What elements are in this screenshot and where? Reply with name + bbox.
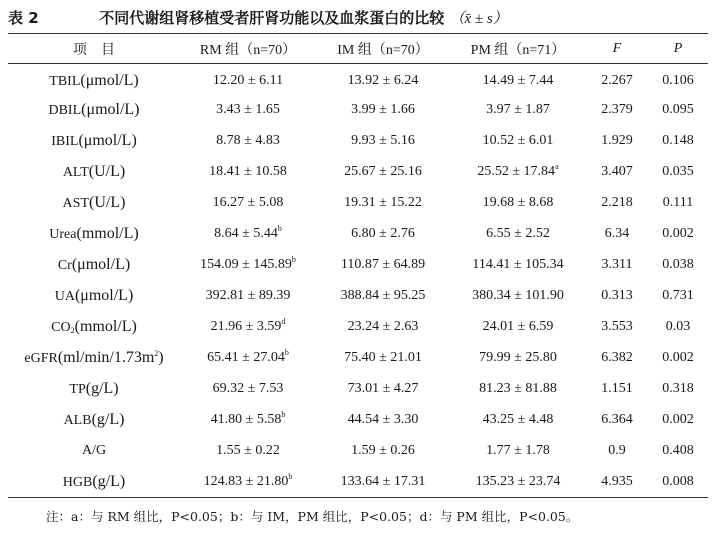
unit-text: (μmol/L) xyxy=(81,101,140,118)
pm-value xyxy=(450,374,586,405)
significance-mark: b xyxy=(281,410,286,419)
p-value: 0.106 xyxy=(662,73,694,89)
pm-value xyxy=(450,312,586,343)
im-value-text: 9.93 ± 5.16 xyxy=(351,133,415,148)
item-unit xyxy=(75,318,137,335)
rm-value-text: 124.83 ± 21.80 xyxy=(203,473,289,489)
f-value: 1.151 xyxy=(601,381,633,396)
item-label: TP xyxy=(69,382,86,397)
item-unit xyxy=(89,163,125,180)
row-item xyxy=(8,436,180,467)
item-unit xyxy=(78,132,136,149)
im-value-text: 23.24 ± 2.63 xyxy=(347,319,419,334)
p-value: 0.148 xyxy=(662,133,694,148)
rm-value-text: 21.96 ± 3.59 xyxy=(210,319,282,334)
item-label: ALT xyxy=(62,165,89,180)
rm-value-text: 41.80 ± 5.58 xyxy=(210,412,282,427)
p-value: 0.318 xyxy=(662,381,694,396)
p-value: 0.002 xyxy=(662,412,694,427)
significance-mark: d xyxy=(281,317,286,326)
im-value xyxy=(316,467,450,498)
f-value: 6.364 xyxy=(601,412,633,427)
im-value xyxy=(316,157,450,188)
significance-mark: b xyxy=(291,255,296,264)
header-rm-group: RM 组（n=70） xyxy=(180,34,316,64)
table-row xyxy=(8,64,708,95)
pm-value xyxy=(450,467,586,498)
significance-mark: a xyxy=(555,162,559,171)
table-row xyxy=(8,219,708,250)
pm-value xyxy=(450,95,586,126)
im-value-text: 73.01 ± 4.27 xyxy=(347,381,419,396)
item-label: HGB xyxy=(62,474,93,490)
unit-text: (ml/min/1.73m xyxy=(57,349,155,366)
f-value: 4.935 xyxy=(586,467,648,498)
table-row xyxy=(8,467,708,498)
pm-value-text: 3.97 ± 1.87 xyxy=(486,102,550,117)
im-value-text: 19.31 ± 15.22 xyxy=(344,195,422,210)
im-value xyxy=(316,374,450,405)
pm-value xyxy=(450,188,586,219)
table-row xyxy=(8,405,708,436)
im-value xyxy=(316,436,450,467)
table-row xyxy=(8,281,708,312)
item-subscript: 2 xyxy=(70,326,75,335)
im-value-text: 75.40 ± 21.01 xyxy=(344,350,422,365)
unit-text: (g/L) xyxy=(92,472,126,490)
rm-value xyxy=(180,64,316,95)
rm-value-text: 18.41 ± 10.58 xyxy=(209,164,287,179)
im-value-text: 25.67 ± 25.16 xyxy=(344,164,422,179)
pm-value xyxy=(450,343,586,374)
f-value: 3.311 xyxy=(601,257,633,272)
item-label: DBIL xyxy=(48,103,82,118)
item-unit xyxy=(86,380,119,397)
f-value: 0.313 xyxy=(601,288,633,303)
item-unit xyxy=(75,287,133,304)
p-value: 0.03 xyxy=(665,319,691,334)
f-value: 2.218 xyxy=(601,195,633,210)
table-row xyxy=(8,436,708,467)
unit-text: (g/L) xyxy=(85,380,119,397)
rm-value-text: 3.43 ± 1.65 xyxy=(216,102,280,117)
im-value-text: 110.87 ± 64.89 xyxy=(340,257,426,272)
table-row xyxy=(8,374,708,405)
rm-value-text: 69.32 ± 7.53 xyxy=(212,381,284,396)
pm-value-text: 43.25 ± 4.48 xyxy=(482,412,554,427)
f-value: 2.267 xyxy=(601,73,633,89)
p-value: 0.408 xyxy=(662,443,694,458)
significance-mark: b xyxy=(288,471,293,481)
item-unit xyxy=(58,349,164,366)
item-label: AST xyxy=(62,196,89,211)
table-row xyxy=(8,250,708,281)
pm-value-text: 24.01 ± 6.59 xyxy=(482,319,554,334)
unit-text: (μmol/L) xyxy=(74,287,134,304)
im-value-text: 13.92 ± 6.24 xyxy=(347,73,419,89)
unit-text: (μmol/L) xyxy=(80,72,139,90)
significance-mark: b xyxy=(277,224,282,233)
rm-value-text: 392.81 ± 89.39 xyxy=(205,288,291,303)
im-value xyxy=(316,281,450,312)
table-row xyxy=(8,126,708,157)
unit-end: ) xyxy=(158,349,164,366)
item-label: Urea xyxy=(49,227,77,242)
item-label: CO xyxy=(51,320,71,335)
item-label: Cr xyxy=(57,258,72,273)
row-item xyxy=(8,343,180,374)
im-value xyxy=(316,405,450,436)
header-f: F xyxy=(586,34,648,64)
item-label: eGFR xyxy=(24,351,58,366)
p-value: 0.095 xyxy=(662,102,694,117)
rm-value xyxy=(180,250,316,281)
unit-text: (μmol/L) xyxy=(78,132,137,149)
unit-text: (g/L) xyxy=(91,411,125,428)
row-item xyxy=(8,405,180,436)
im-value-text: 6.80 ± 2.76 xyxy=(351,226,415,241)
table-footnote: 注：a：与 RM 组比，P<0.05；b：与 IM，PM 组比，P<0.05；d：与 PM 组比，P<0.05。 xyxy=(46,509,579,524)
header-pm-group: PM 组（n=71） xyxy=(450,34,586,64)
item-unit xyxy=(89,194,125,211)
row-item xyxy=(8,64,180,95)
rm-value xyxy=(180,126,316,157)
unit-text: (mmol/L) xyxy=(76,225,139,242)
item-unit xyxy=(81,101,139,118)
unit-text: (μmol/L) xyxy=(71,256,131,273)
pm-value xyxy=(450,281,586,312)
item-label: A/G xyxy=(81,443,107,458)
item-unit xyxy=(72,256,130,273)
item-label: UA xyxy=(54,289,75,304)
f-value: 6.382 xyxy=(601,350,633,365)
rm-value xyxy=(180,157,316,188)
rm-value xyxy=(180,343,316,374)
p-value: 0.038 xyxy=(662,257,694,272)
im-value xyxy=(316,126,450,157)
pm-value xyxy=(450,405,586,436)
row-item xyxy=(8,374,180,405)
table-caption xyxy=(8,6,708,30)
header-p: P xyxy=(648,34,708,64)
row-item xyxy=(8,188,180,219)
im-value-text: 3.99 ± 1.66 xyxy=(351,102,415,117)
significance-mark: b xyxy=(284,348,289,357)
item-label: IBIL xyxy=(51,134,79,149)
table-row xyxy=(8,157,708,188)
im-value xyxy=(316,95,450,126)
row-item xyxy=(8,467,180,498)
row-item xyxy=(8,219,180,250)
pm-value xyxy=(450,64,586,95)
table-row xyxy=(8,343,708,374)
f-value: 3.407 xyxy=(601,164,633,179)
pm-value xyxy=(450,250,586,281)
rm-value xyxy=(180,281,316,312)
item-unit xyxy=(80,72,138,89)
im-value xyxy=(316,219,450,250)
rm-value-text: 1.55 ± 0.22 xyxy=(216,443,280,458)
im-value-text: 1.59 ± 0.26 xyxy=(351,443,415,458)
rm-value-text: 16.27 ± 5.08 xyxy=(212,195,284,210)
header-im-group: IM 组（n=70） xyxy=(316,34,450,64)
item-unit xyxy=(92,411,125,428)
f-value: 0.9 xyxy=(608,443,626,458)
pm-value-text: 1.77 ± 1.78 xyxy=(486,443,550,458)
rm-value xyxy=(180,312,316,343)
pm-value xyxy=(450,436,586,467)
rm-value-text: 8.78 ± 4.83 xyxy=(216,133,280,148)
header-row xyxy=(8,34,708,64)
im-value xyxy=(316,64,450,95)
im-value-text: 133.64 ± 17.31 xyxy=(340,473,426,489)
item-label: ALB xyxy=(63,413,92,428)
p-value: 0.111 xyxy=(662,195,694,210)
rm-value xyxy=(180,467,316,498)
pm-value-text: 6.55 ± 2.52 xyxy=(486,226,550,241)
im-value xyxy=(316,250,450,281)
pm-value-text: 380.34 ± 101.90 xyxy=(472,288,564,303)
unit-text: (mmol/L) xyxy=(74,318,137,335)
im-value-text: 388.84 ± 95.25 xyxy=(340,288,426,303)
rm-value xyxy=(180,219,316,250)
comparison-table xyxy=(8,33,708,498)
p-value: 0.002 xyxy=(662,226,694,241)
rm-value-text: 12.20 ± 6.11 xyxy=(212,73,284,89)
im-value xyxy=(316,312,450,343)
row-item xyxy=(8,250,180,281)
p-value: 0.731 xyxy=(662,288,694,303)
pm-value-text: 81.23 ± 81.88 xyxy=(479,381,557,396)
table-row xyxy=(8,188,708,219)
pm-value-text: 135.23 ± 23.74 xyxy=(475,473,561,489)
unit-superscript: 2 xyxy=(154,349,159,358)
row-item xyxy=(8,95,180,126)
p-value: 0.008 xyxy=(648,467,708,498)
pm-value-text: 79.99 ± 25.80 xyxy=(479,350,557,365)
pm-value xyxy=(450,126,586,157)
im-value-text: 44.54 ± 3.30 xyxy=(347,412,419,427)
f-value: 2.379 xyxy=(601,102,633,117)
p-value: 0.002 xyxy=(662,350,694,365)
header-item: 项 目 xyxy=(8,34,180,64)
item-unit xyxy=(92,473,125,490)
rm-value xyxy=(180,436,316,467)
pm-value-text: 14.49 ± 7.44 xyxy=(482,73,554,89)
unit-text: (U/L) xyxy=(88,163,126,180)
rm-value xyxy=(180,405,316,436)
im-value xyxy=(316,188,450,219)
table-stat-notation: （x̄ ± s） xyxy=(449,11,508,27)
im-value xyxy=(316,343,450,374)
row-item xyxy=(8,312,180,343)
row-item xyxy=(8,157,180,188)
table-body xyxy=(8,64,708,498)
pm-value xyxy=(450,157,586,188)
rm-value-text: 8.64 ± 5.44 xyxy=(214,226,278,241)
f-value: 6.34 xyxy=(604,226,630,241)
p-value: 0.035 xyxy=(662,164,694,179)
f-value: 3.553 xyxy=(601,319,633,334)
rm-value-text: 65.41 ± 27.04 xyxy=(207,350,285,365)
pm-value xyxy=(450,219,586,250)
table-row xyxy=(8,95,708,126)
table-title: 不同代谢组肾移植受者肝肾功能以及血浆蛋白的比较 xyxy=(99,9,445,27)
item-unit xyxy=(76,225,138,242)
pm-value-text: 19.68 ± 8.68 xyxy=(482,195,554,210)
table-number: 表 2 xyxy=(8,9,39,27)
rm-value xyxy=(180,188,316,219)
pm-value-text: 25.52 ± 17.84 xyxy=(477,164,556,179)
unit-text: (U/L) xyxy=(89,194,126,211)
rm-value xyxy=(180,374,316,405)
pm-value-text: 114.41 ± 105.34 xyxy=(472,257,564,272)
f-value: 1.929 xyxy=(601,133,633,148)
row-item xyxy=(8,126,180,157)
item-label: TBIL xyxy=(49,74,81,90)
rm-value xyxy=(180,95,316,126)
row-item xyxy=(8,281,180,312)
pm-value-text: 10.52 ± 6.01 xyxy=(482,133,554,148)
table-row xyxy=(8,312,708,343)
rm-value-text: 154.09 ± 145.89 xyxy=(200,257,292,272)
